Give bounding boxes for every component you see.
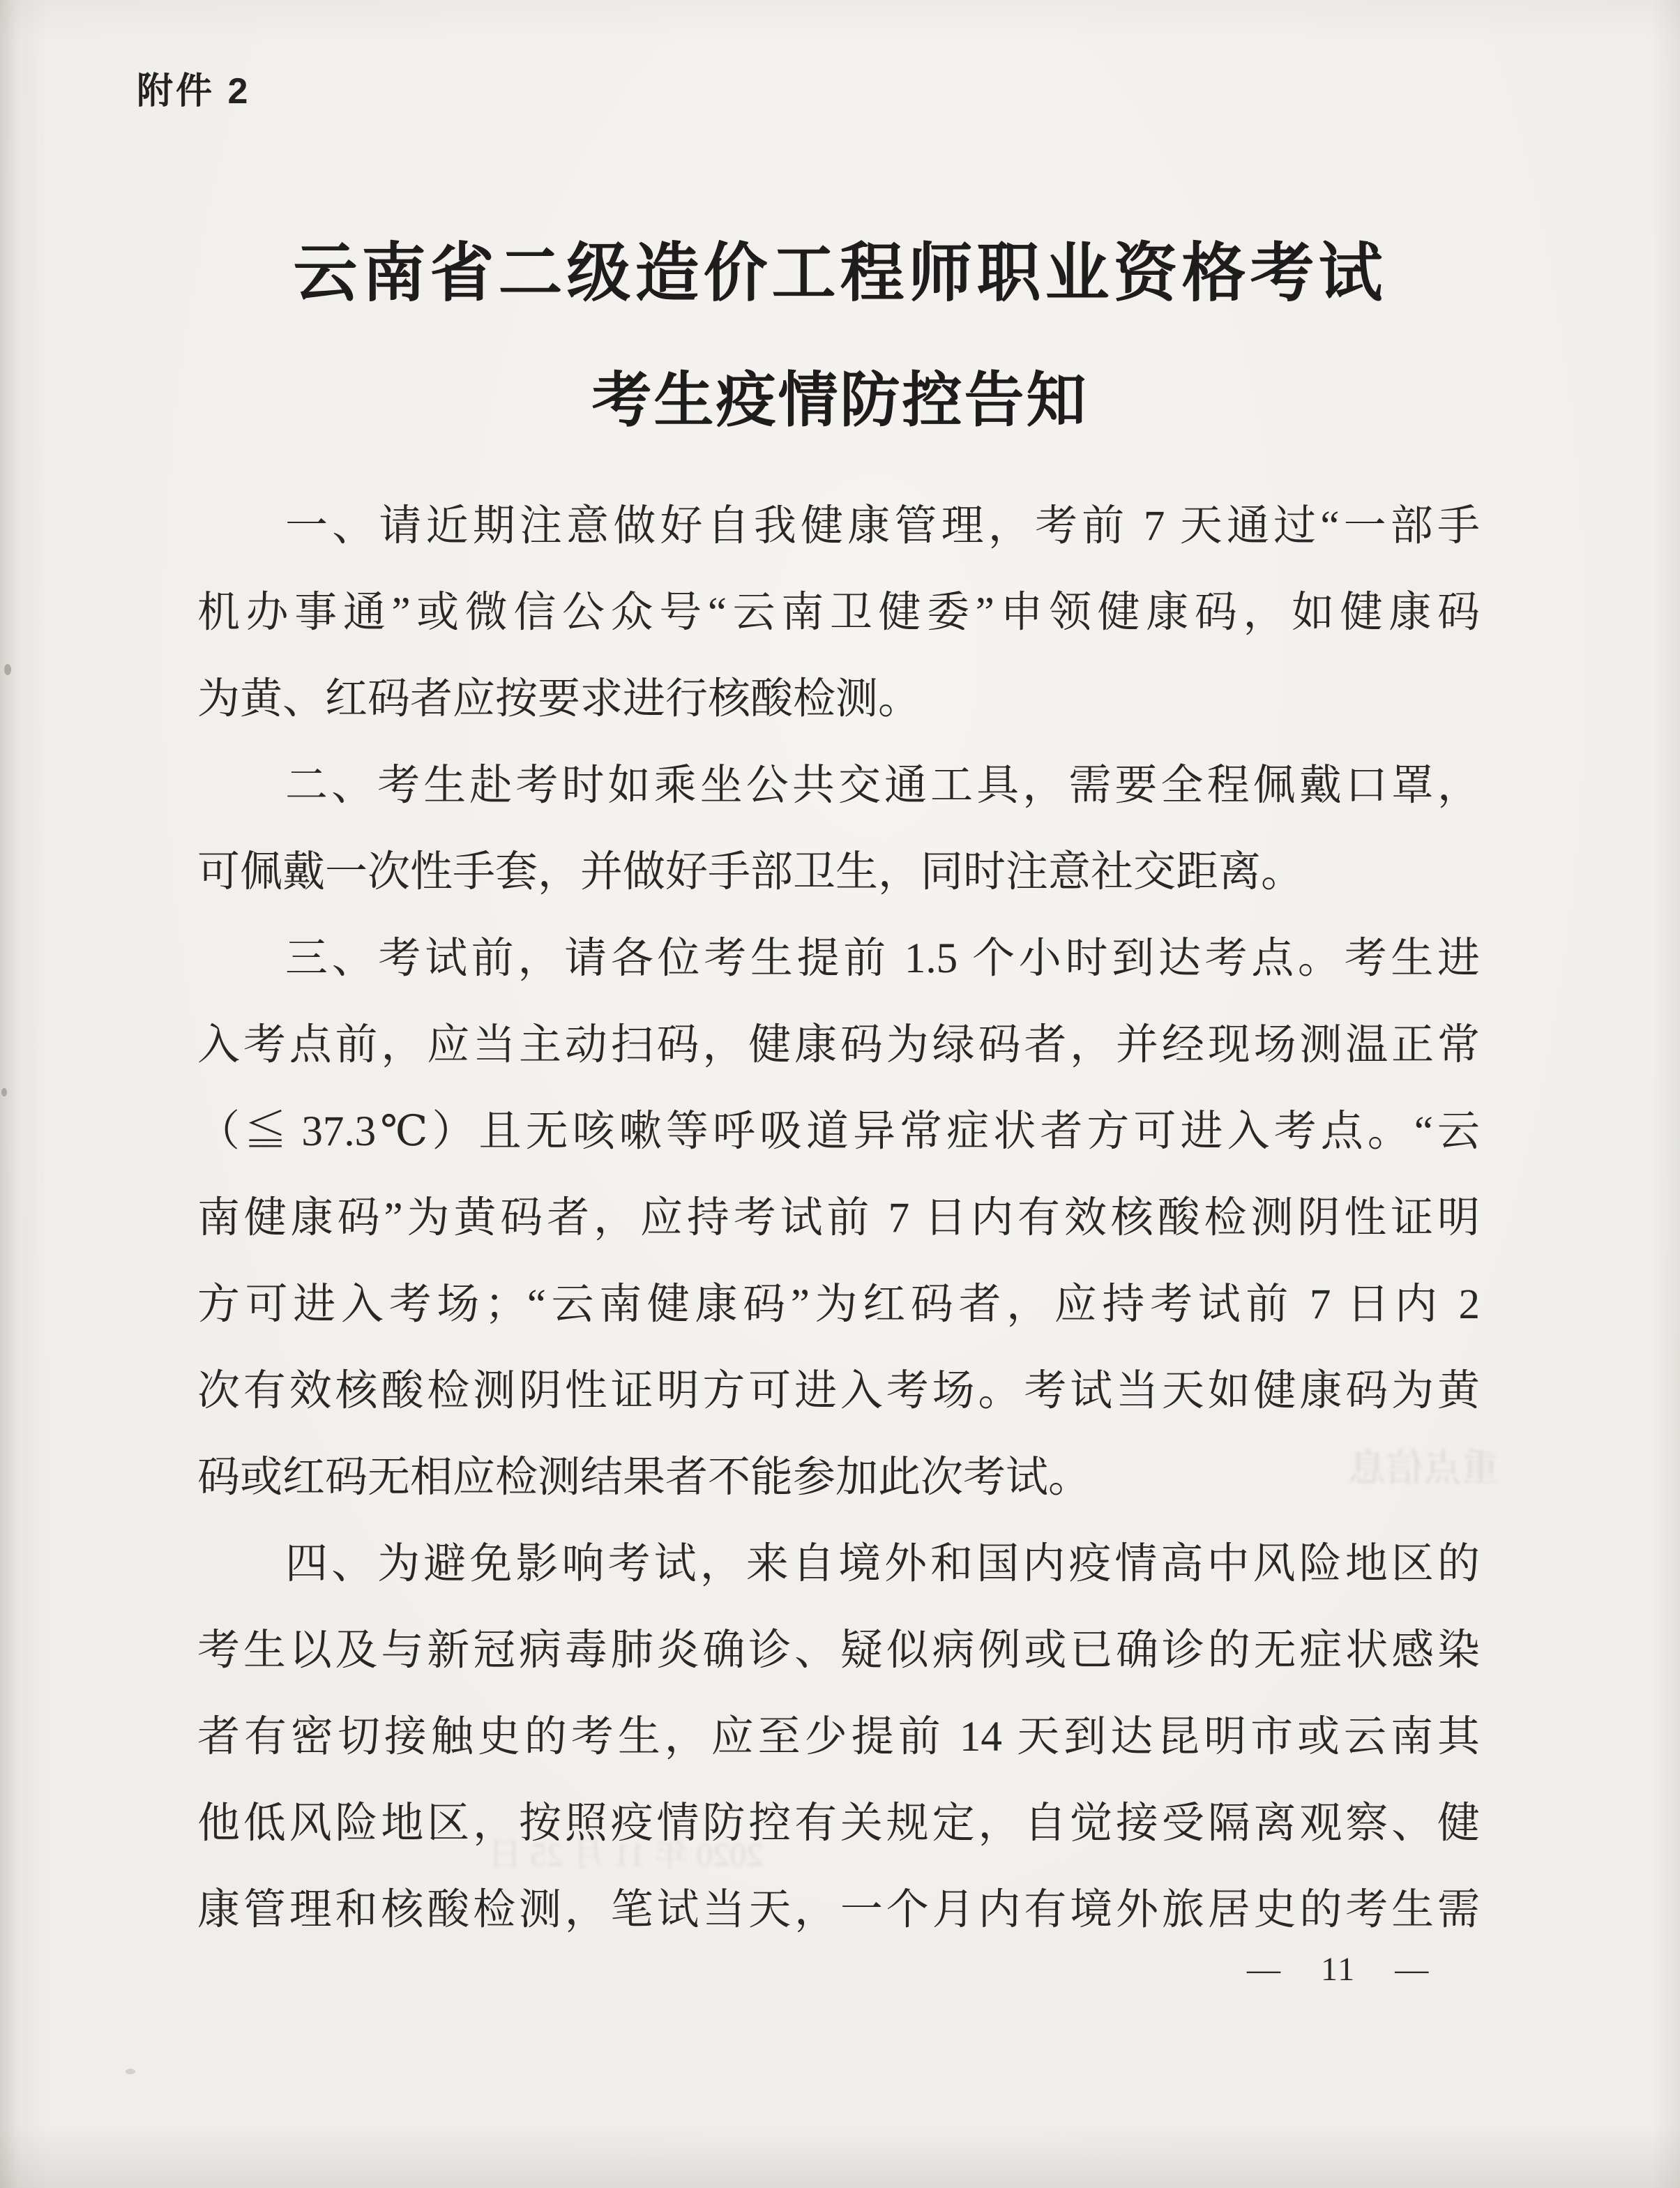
body-line: 考生以及与新冠病毒肺炎确诊、疑似病例或已确诊的无症状感染 [197,1627,1480,1674]
scan-speck [1,1088,7,1096]
body-line: 三、考试前，请各位考生提前 1.5 个小时到达考点。考生进 [285,935,1480,982]
scan-speck [126,2069,135,2074]
page-number: — 11 — [1247,1951,1430,1988]
title-line-2: 考生疫情防控告知 [591,367,1089,434]
body-line: 次有效核酸检测阴性证明方可进入考场。考试当天如健康码为黄 [197,1368,1480,1414]
body-line: 二、考生赴考时如乘坐公共交通工具，需要全程佩戴口罩， [285,762,1480,809]
body-line: 码或红码无相应检测结果者不能参加此次考试。 [197,1454,1091,1501]
title-line-1: 云南省二级造价工程师职业资格考试 [293,238,1387,309]
body-line: 康管理和核酸检测，笔试当天，一个月内有境外旅居史的考生需 [197,1887,1480,1933]
body-line: 入考点前，应当主动扫码，健康码为绿码者，并经现场测温正常 [197,1022,1480,1069]
body-line: （≦ 37.3℃）且无咳嗽等呼吸道异常症状者方可进入考点。“云 [197,1108,1480,1155]
body-line: 四、为避免影响考试，来自境外和国内疫情高中风险地区的 [285,1541,1480,1587]
body-line: 南健康码”为黄码者，应持考试前 7 日内有效核酸检测阴性证明 [197,1195,1480,1242]
body-line: 方可进入考场；“云南健康码”为红码者，应持考试前 7 日内 2 [197,1281,1480,1328]
body-line: 他低风险地区，按照疫情防控有关规定，自觉接受隔离观察、健 [197,1800,1480,1847]
body-line: 机办事通”或微信公众号“云南卫健委”申领健康码，如健康码 [197,589,1480,636]
body-line: 一、请近期注意做好自我健康管理，考前 7 天通过“一部手 [285,503,1480,550]
body-line: 者有密切接触史的考生，应至少提前 14 天到达昆明市或云南其 [197,1714,1480,1760]
ink-bleedthrough-text: 2020 年 11 月 25 日 [488,1836,764,1873]
scan-speck [4,664,11,675]
attachment-label: 附件 2 [137,71,251,112]
body-line: 可佩戴一次性手套，并做好手部卫生，同时注意社交距离。 [197,849,1304,896]
ink-bleedthrough-text: 重点信息 [1349,1447,1499,1489]
document-body [197,483,1480,1954]
document-title [0,222,1680,438]
body-line: 为黄、红码者应按要求进行核酸检测。 [197,676,921,723]
